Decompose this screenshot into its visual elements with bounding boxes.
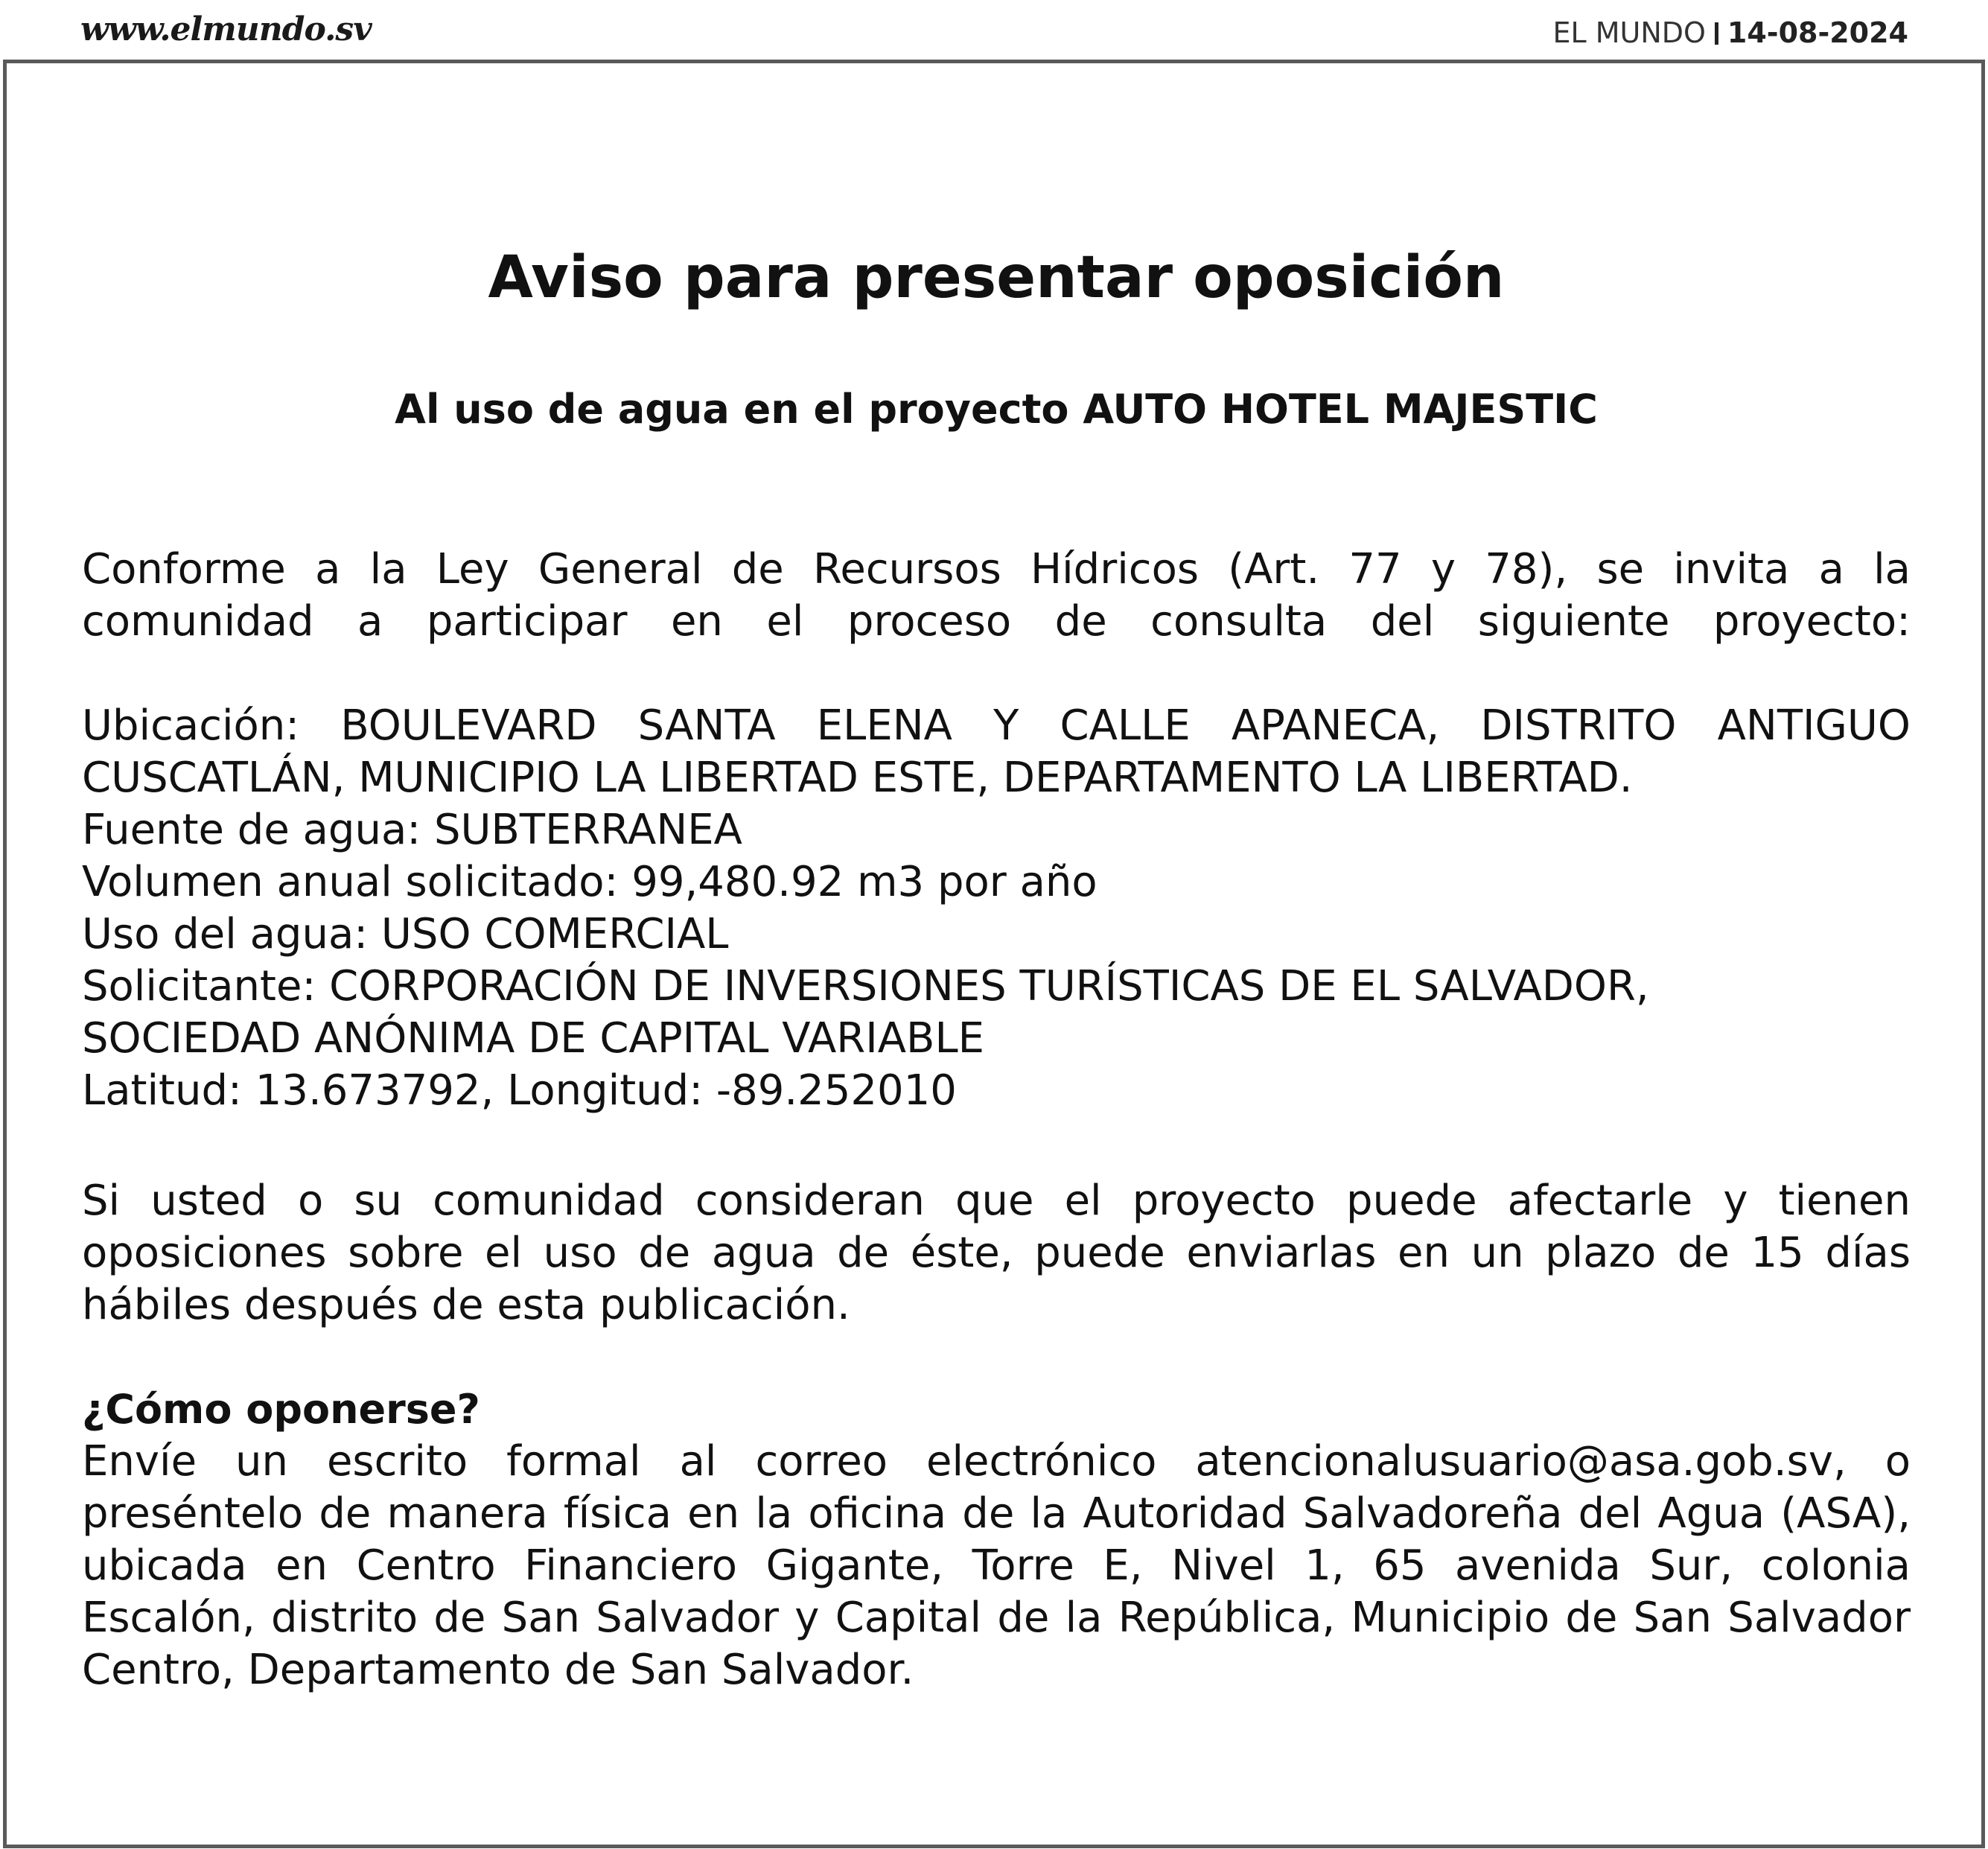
deadline-paragraph: Si usted o su comunidad consideran que el proyecto puede afectarle y tienen oposiciones sobre el uso de agua de éste, puede enviarlas en un plazo de 15 días hábiles después de esta publicación. (82, 1177, 1911, 1329)
publication-name: EL MUNDO (1552, 16, 1706, 49)
masthead (0, 0, 1988, 60)
solicitante-line-1: Solicitante: CORPORACIÓN DE INVERSIONES TURÍSTICAS DE EL SALVADOR, (82, 962, 1649, 1011)
fuente-line: Fuente de agua: SUBTERRANEA (82, 806, 742, 854)
site-url: www.elmundo.sv (80, 10, 372, 48)
intro-paragraph: Conforme a la Ley General de Recursos Hídricos (Art. 77 y 78), se invita a la comunidad a participar en el proceso de consulta del siguiente proyecto: (82, 545, 1911, 646)
notice-subtitle: Al uso de agua en el proyecto AUTO HOTEL MAJESTIC (395, 386, 1598, 433)
edition-info (1552, 16, 1908, 49)
publication-date: 14-08-2024 (1727, 16, 1908, 49)
volumen-line: Volumen anual solicitado: 99,480.92 m3 por año (82, 858, 1097, 906)
how-to-oppose-heading: ¿Cómo oponerse? (82, 1386, 480, 1433)
uso-line: Uso del agua: USO COMERCIAL (82, 910, 729, 958)
notice-frame (3, 60, 1985, 1848)
ubicacion-line-2: CUSCATLÁN, MUNICIPIO LA LIBERTAD ESTE, DEPARTAMENTO LA LIBERTAD. (82, 754, 1633, 802)
separator-bar (1715, 22, 1718, 45)
ubicacion-line-1: Ubicación: BOULEVARD SANTA ELENA Y CALLE APANECA, DISTRITO ANTIGUO (82, 701, 1911, 750)
project-details (82, 700, 1911, 1117)
coordinates-line: Latitud: 13.673792, Longitud: -89.252010 (82, 1066, 957, 1115)
how-to-oppose-paragraph: Envíe un escrito formal al correo electrónico atencionalusuario@asa.gob.sv, o preséntelo de manera física en la oficina de la Autoridad Salvadoreña del Agua (ASA), ubicada en Centro Financiero Gigante, Torre E, Nivel 1, 65 avenida Sur, colonia Escalón, distrito de San Salvador y Capital de la República, Municipio de San Salvador Centro, Departamento de San Salvador. (82, 1437, 1911, 1694)
notice-title: Aviso para presentar oposición (488, 244, 1505, 311)
solicitante-line-2: SOCIEDAD ANÓNIMA DE CAPITAL VARIABLE (82, 1014, 985, 1063)
